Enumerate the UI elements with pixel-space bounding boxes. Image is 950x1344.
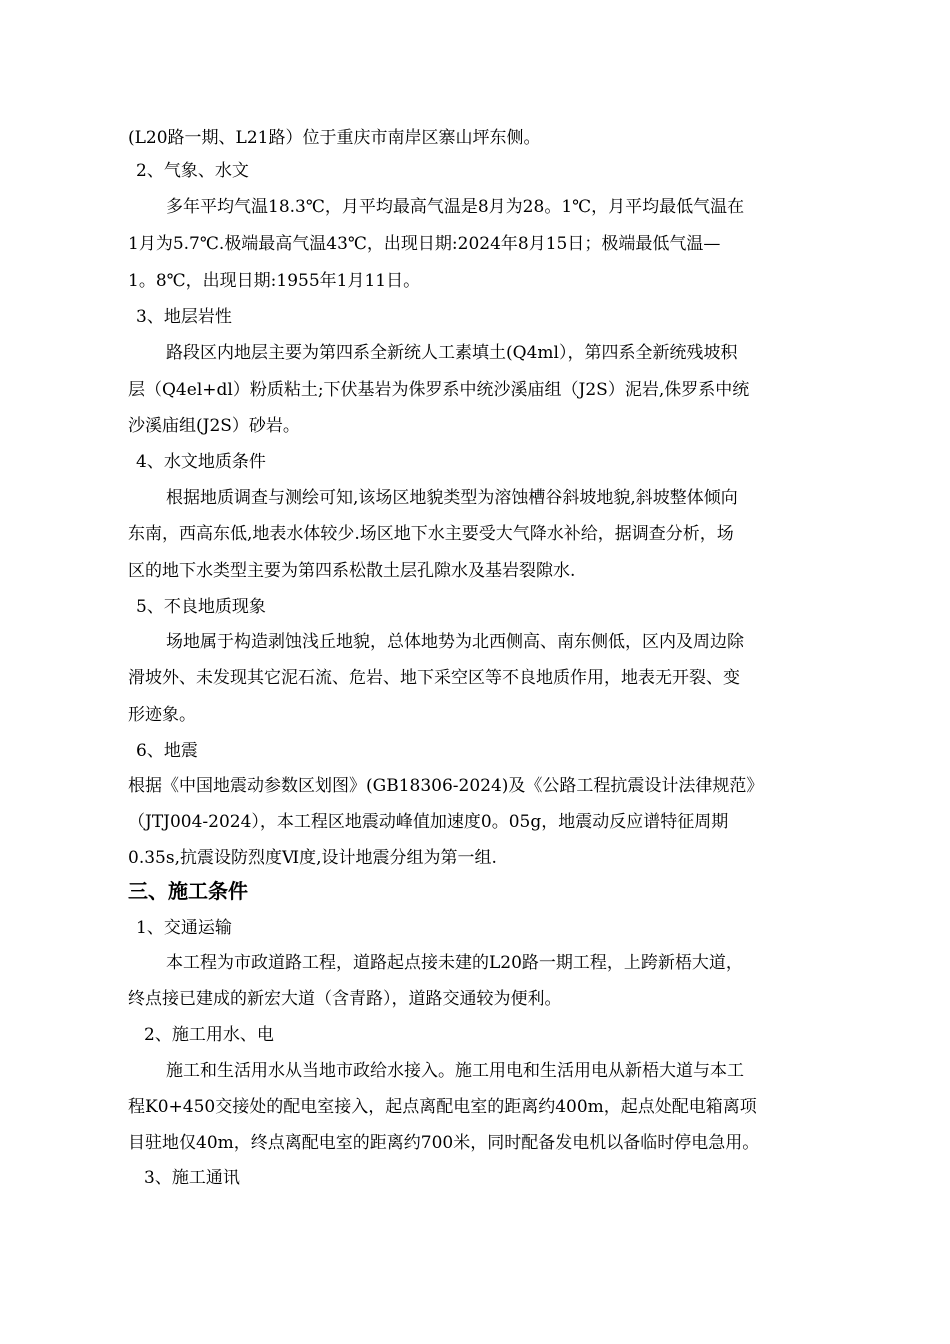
section-heading-transport: 1、交通运输: [136, 918, 232, 938]
section-heading-hydrogeology: 4、水文地质条件: [136, 452, 266, 472]
paragraph-line: 区的地下水类型主要为第四系松散土层孔隙水及基岩裂隙水.: [128, 561, 576, 581]
section-heading-communication: 3、施工通讯: [144, 1168, 240, 1188]
paragraph-line: 根据《中国地震动参数区划图》(GB18306-2024)及《公路工程抗震设计法律规范》: [128, 776, 764, 796]
paragraph-line: 1月为5.7℃.极端最高气温43℃，出现日期:2024年8月15日；极端最低气温—: [128, 234, 721, 254]
paragraph-line: 形迹象。: [128, 705, 196, 725]
paragraph-line: 层（Q4el+dl）粉质粘土;下伏基岩为侏罗系中统沙溪庙组（J2S）泥岩,侏罗系中统: [128, 380, 750, 400]
section-heading-climate: 2、气象、水文: [136, 161, 249, 181]
paragraph-line: 目驻地仅40m，终点离配电室的距离约700米，同时配备发电机以备临时停电急用。: [128, 1133, 760, 1153]
paragraph-line: 滑坡外、未发现其它泥石流、危岩、地下采空区等不良地质作用，地表无开裂、变: [128, 668, 740, 688]
section-heading-earthquake: 6、地震: [136, 741, 198, 761]
chapter-title: 三、施工条件: [128, 879, 248, 903]
section-heading-water-power: 2、施工用水、电: [144, 1025, 274, 1045]
paragraph-line: 根据地质调查与测绘可知,该场区地貌类型为溶蚀槽谷斜坡地貌,斜坡整体倾向: [166, 488, 738, 508]
paragraph-line: 终点接已建成的新宏大道（含青路），道路交通较为便利。: [128, 989, 562, 1009]
paragraph-line: 程K0+450交接处的配电室接入，起点离配电室的距离约400m，起点处配电箱离项: [128, 1097, 757, 1117]
paragraph-line: （JTJ004-2024），本工程区地震动峰值加速度0。05g，地震动反应谱特征周期: [128, 812, 729, 832]
section-heading-adverse-geology: 5、不良地质现象: [136, 597, 266, 617]
section-heading-strata: 3、地层岩性: [136, 307, 232, 327]
paragraph-line: 路段区内地层主要为第四系全新统人工素填土(Q4ml），第四系全新统残坡积: [166, 343, 738, 363]
paragraph-line: 施工和生活用水从当地市政给水接入。施工用电和生活用电从新梧大道与本工: [166, 1061, 744, 1081]
paragraph-line: 多年平均气温18.3℃，月平均最高气温是8月为28。1℃，月平均最低气温在: [166, 197, 745, 217]
paragraph-line: 场地属于构造剥蚀浅丘地貌，总体地势为北西侧高、南东侧低，区内及周边除: [166, 632, 744, 652]
paragraph-line: 本工程为市政道路工程，道路起点接未建的L20路一期工程，上跨新梧大道，: [166, 953, 743, 973]
paragraph-line: 1。8℃，出现日期:1955年1月11日。: [128, 271, 421, 291]
paragraph-line: 0.35s,抗震设防烈度Ⅵ度,设计地震分组为第一组.: [128, 848, 497, 868]
intro-line: (L20路一期、L21路）位于重庆市南岸区寨山坪东侧。: [128, 128, 541, 148]
paragraph-line: 沙溪庙组(J2S）砂岩。: [128, 416, 300, 436]
paragraph-line: 东南，西高东低,地表水体较少.场区地下水主要受大气降水补给，据调查分析，场: [128, 524, 734, 544]
